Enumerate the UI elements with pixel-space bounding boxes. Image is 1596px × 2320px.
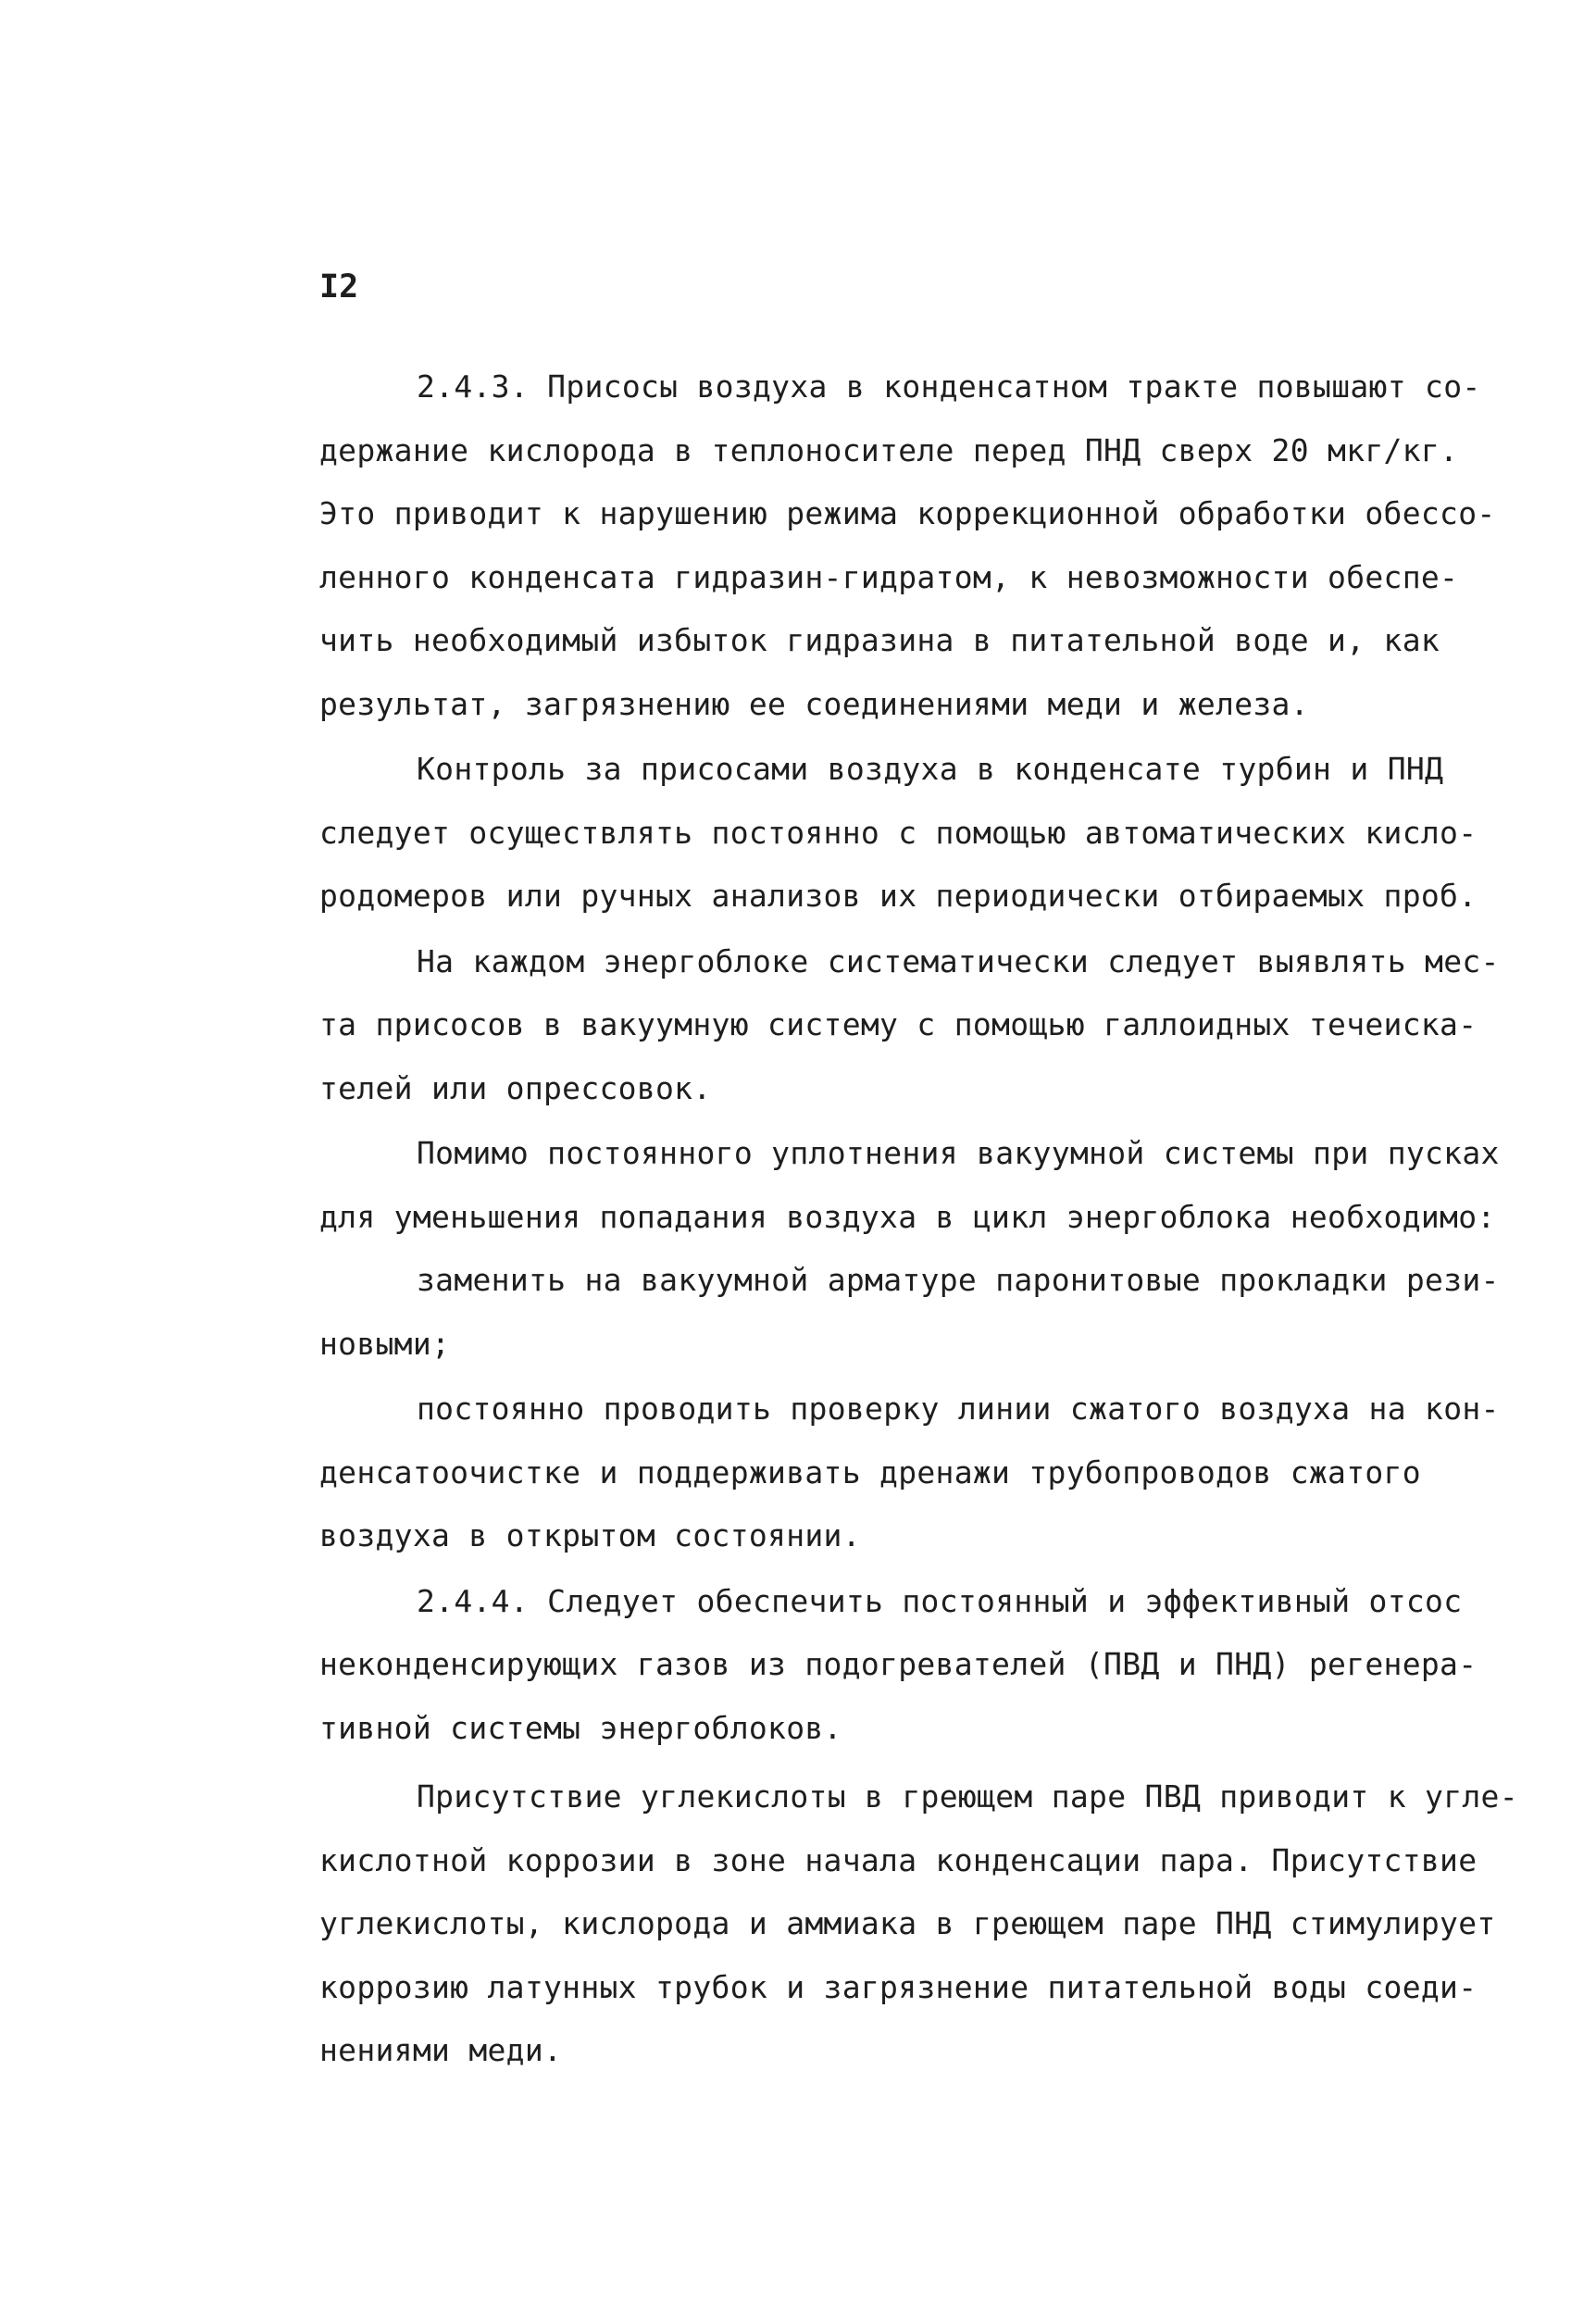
text-line: воздуха в открытом состоянии. xyxy=(319,1517,861,1553)
text-line: нениями меди. xyxy=(319,2032,563,2068)
text-line: 2.4.3. Присосы воздуха в конденсатном тракте повышают со- xyxy=(417,368,1481,405)
text-line: родомеров или ручных анализов их периодически отбираемых проб. xyxy=(319,878,1478,914)
text-line: неконденсирующих газов из подогревателей (ПВД и ПНД) регенера- xyxy=(319,1646,1478,1682)
text-line: телей или опрессовок. xyxy=(319,1069,712,1106)
text-line: коррозию латунных трубок и загрязнение питательной воды соеди- xyxy=(319,1968,1478,2005)
text-line: результат, загрязнению ее соединениями меди и железа. xyxy=(319,685,1309,722)
text-line: тивной системы энергоблоков. xyxy=(319,1709,842,1746)
text-line: Присутствие углекислоты в греющем паре ПВД приводит к угле- xyxy=(417,1778,1518,1815)
text-line: кислотной коррозии в зоне начала конденсации пара. Присутствие xyxy=(319,1841,1478,1878)
page-number: I2 xyxy=(319,268,359,306)
text-line: денсатоочистке и поддерживать дренажи трубопроводов сжатого xyxy=(319,1453,1421,1491)
text-line: следует осуществлять постоянно с помощью автоматических кисло- xyxy=(319,814,1478,851)
text-line: ленного конденсата гидразин-гидратом, к невозможности обеспе- xyxy=(319,558,1459,595)
text-line: На каждом энергоблоке систематически следует выявлять мес- xyxy=(417,942,1500,979)
body-text xyxy=(319,355,1560,2083)
text-line: постоянно проводить проверку линии сжатого воздуха на кон- xyxy=(417,1391,1500,1427)
text-line: углекислоты, кислорода и аммиака в греющем паре ПНД стимулирует xyxy=(319,1905,1496,1941)
text-line: держание кислорода в теплоносителе перед ПНД сверх 20 мкг/кг. xyxy=(319,431,1459,468)
text-line: Это приводит к нарушению режима коррекционной обработки обессо- xyxy=(319,495,1496,531)
text-line: чить необходимый избыток гидразина в питательной воде и, как xyxy=(319,622,1440,658)
text-line: Контроль за присосами воздуха в конденсате турбин и ПНД xyxy=(417,751,1444,787)
text-line: заменить на вакуумной арматуре паронитовые прокладки рези- xyxy=(417,1262,1500,1298)
text-line: новыми; xyxy=(319,1325,451,1362)
text-line: та присосов в вакуумную систему с помощью галлоидных течеиска- xyxy=(319,1006,1478,1042)
text-line: для уменьшения попадания воздуха в цикл энергоблока необходимо: xyxy=(319,1198,1496,1235)
text-line: 2.4.4. Следует обеспечить постоянный и эффективный отсос xyxy=(417,1582,1463,1619)
text-line: Помимо постоянного уплотнения вакуумной системы при пусках xyxy=(417,1135,1500,1171)
